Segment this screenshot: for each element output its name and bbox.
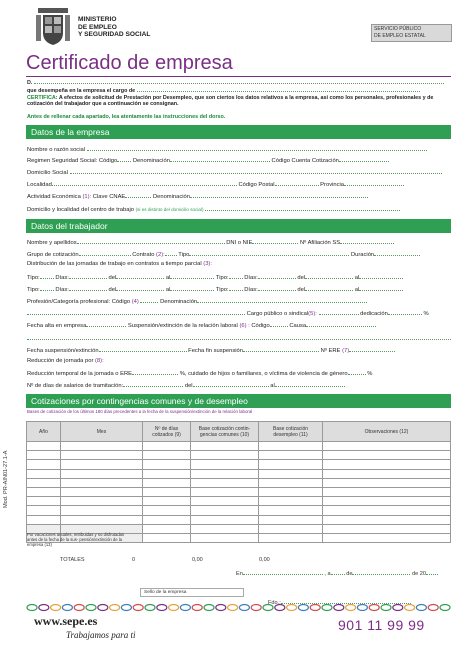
table-cell[interactable] bbox=[191, 469, 259, 478]
ministry-name: MINISTERIO DE EMPLEO Y SEGURIDAD SOCIAL bbox=[78, 16, 151, 39]
contrato-field[interactable] bbox=[165, 250, 177, 256]
table-cell[interactable] bbox=[143, 460, 191, 469]
empresa-regimen-row: Regimen Seguridad Social: Código Denominación Código Cuenta Cotización bbox=[27, 156, 451, 164]
total-base-comunes: 0,00 bbox=[192, 557, 203, 563]
fecha-suspension-row: Fecha suspensión/extinción Fecha fin suspensión Nº ERE (7) bbox=[27, 346, 451, 354]
profesion-row: Profesión/Categoría profesional: Código (4) Denominación bbox=[27, 297, 451, 305]
table-row bbox=[27, 451, 451, 460]
cargo-publico-row: Cargo público o sindical(5): dedicación % bbox=[27, 309, 451, 317]
table-cell[interactable] bbox=[27, 460, 61, 469]
table-cell[interactable] bbox=[143, 515, 191, 524]
dni-field[interactable] bbox=[252, 238, 298, 244]
chain-link bbox=[239, 605, 249, 611]
table-cell[interactable] bbox=[191, 442, 259, 451]
chain-link bbox=[86, 605, 96, 611]
salarios-dias-field[interactable] bbox=[123, 381, 183, 387]
table-cell[interactable] bbox=[27, 469, 61, 478]
chain-link bbox=[192, 605, 202, 611]
profesion-code-field[interactable] bbox=[140, 297, 158, 303]
salarios-del-field[interactable] bbox=[193, 381, 269, 387]
section-bar-empresa: Datos de la empresa bbox=[26, 125, 451, 139]
service-name-box: SERVICIO PÚBLICO DE EMPLEO ESTATAL bbox=[371, 24, 452, 42]
title-rule bbox=[26, 76, 451, 77]
table-cell[interactable] bbox=[259, 478, 323, 487]
chain-link bbox=[216, 605, 226, 611]
localidad-field[interactable] bbox=[52, 180, 237, 186]
table-cell[interactable] bbox=[191, 524, 259, 533]
table-row bbox=[27, 515, 451, 524]
chain-link bbox=[287, 605, 297, 611]
table-cell[interactable] bbox=[27, 487, 61, 496]
grupo-cotizacion-field[interactable] bbox=[79, 250, 131, 256]
chain-link bbox=[51, 605, 61, 611]
cargo-publico-field[interactable] bbox=[319, 309, 359, 315]
table-cell[interactable] bbox=[61, 497, 143, 506]
chain-link bbox=[275, 605, 285, 611]
col-header-base-comunes: Base cotización contin- gencias comunes (10) bbox=[191, 422, 259, 442]
ano-field[interactable] bbox=[426, 569, 438, 575]
chain-link bbox=[169, 605, 179, 611]
actividad-denominacion-field[interactable] bbox=[190, 192, 368, 198]
table-cell[interactable] bbox=[191, 451, 259, 460]
table-cell[interactable] bbox=[323, 451, 451, 460]
table-cell[interactable] bbox=[191, 515, 259, 524]
cargo-field[interactable] bbox=[137, 91, 420, 92]
cotizaciones-caption: Bases de cotización de los últimos 180 días precedentes a la fecha de la suspensión/extinción de la relación laboral bbox=[27, 409, 253, 414]
fecha-suspension-field[interactable] bbox=[99, 346, 187, 352]
table-cell[interactable] bbox=[191, 487, 259, 496]
table-cell[interactable] bbox=[27, 497, 61, 506]
table-cell[interactable] bbox=[259, 451, 323, 460]
chain-link bbox=[369, 605, 379, 611]
table-cell[interactable] bbox=[27, 451, 61, 460]
table-cell[interactable] bbox=[143, 497, 191, 506]
table-cell[interactable] bbox=[191, 460, 259, 469]
fecha-fin-field[interactable] bbox=[243, 346, 319, 352]
domicilio-social-field[interactable] bbox=[70, 168, 442, 174]
chain-link bbox=[110, 605, 120, 611]
chain-link bbox=[381, 605, 391, 611]
chain-link bbox=[180, 605, 190, 611]
fecha-alta-field[interactable] bbox=[86, 321, 126, 327]
table-cell[interactable] bbox=[61, 506, 143, 515]
table-cell[interactable] bbox=[191, 506, 259, 515]
empresa-centro-row: Domicilio y localidad del centro de trabajo (si es distinto del domicilio social) bbox=[27, 205, 451, 213]
jornada-row-2: Tipo: Días: del al Tipo: Días: del al bbox=[27, 285, 451, 293]
table-cell[interactable] bbox=[323, 515, 451, 524]
table-cell[interactable] bbox=[323, 460, 451, 469]
table-cell[interactable] bbox=[143, 533, 191, 542]
reduccion-row: Reducción de jornada por (8): bbox=[27, 358, 104, 364]
col-header-dias: Nº de días cotizados (9) bbox=[143, 422, 191, 442]
table-cell[interactable] bbox=[27, 506, 61, 515]
jornada-row-1: Tipo: Días: del al Tipo: Días: del al bbox=[27, 273, 451, 281]
table-cell[interactable] bbox=[259, 506, 323, 515]
table-cell[interactable] bbox=[143, 469, 191, 478]
table-row bbox=[27, 460, 451, 469]
chain-link bbox=[440, 605, 450, 611]
table-cell[interactable] bbox=[61, 515, 143, 524]
empresa-actividad-row: Actividad Económica (1): Clave CNAE Denominación bbox=[27, 192, 451, 200]
table-cell[interactable] bbox=[143, 506, 191, 515]
chain-link bbox=[428, 605, 438, 611]
website-link[interactable]: www.sepe.es bbox=[34, 614, 98, 628]
regimen-code-field[interactable] bbox=[117, 156, 131, 162]
regimen-denominacion-field[interactable] bbox=[170, 156, 270, 162]
table-cell[interactable] bbox=[259, 469, 323, 478]
mes-field[interactable] bbox=[352, 569, 410, 575]
table-cell[interactable] bbox=[259, 487, 323, 496]
total-base-desempleo: 0,00 bbox=[259, 557, 270, 563]
vacaciones-note: Por vacaciones anuales, retribuidas y no disfrutadas antes de la fecha de la sus- pensión/extinción de la empresa (13) bbox=[27, 532, 125, 547]
col-header-ano: Año bbox=[27, 422, 61, 442]
table-cell[interactable] bbox=[323, 497, 451, 506]
reduccion-ere-field[interactable] bbox=[132, 369, 178, 375]
dedicacion-field[interactable] bbox=[388, 309, 422, 315]
salarios-al-field[interactable] bbox=[275, 381, 345, 387]
firma-fdo: Fdo.: bbox=[268, 598, 411, 606]
suspension-causa-field[interactable] bbox=[306, 321, 376, 327]
fecha-alta-row: Fecha alta en empresa Suspensión/extinción de la relación laboral (6) : Código Causa bbox=[27, 321, 451, 329]
table-row bbox=[27, 497, 451, 506]
trabajador-nombre-field[interactable] bbox=[77, 238, 225, 244]
section-bar-trabajador: Datos del trabajador bbox=[26, 219, 451, 233]
sello-empresa-box: Sello de la empresa bbox=[140, 588, 244, 597]
chain-link bbox=[98, 605, 108, 611]
table-row bbox=[27, 442, 451, 451]
slogan: Trabajamos para ti bbox=[66, 630, 136, 640]
table-cell[interactable] bbox=[323, 487, 451, 496]
section-bar-cotizaciones: Cotizaciones por contingencias comunes y de desempleo bbox=[26, 394, 451, 408]
empresa-nombre-row: Nombre o razón social bbox=[27, 145, 451, 153]
table-cell[interactable] bbox=[61, 442, 143, 451]
distribucion-row: Distribución de las jornadas de trabajo en contratos a tiempo parcial (3): bbox=[27, 261, 212, 267]
afiliacion-field[interactable] bbox=[340, 238, 394, 244]
chain-link bbox=[357, 605, 367, 611]
col-header-observaciones: Observaciones (12) bbox=[323, 422, 451, 442]
table-cell[interactable] bbox=[61, 460, 143, 469]
table-cell[interactable] bbox=[61, 469, 143, 478]
chain-link bbox=[298, 605, 308, 611]
chain-link bbox=[39, 605, 49, 611]
table-cell[interactable] bbox=[259, 497, 323, 506]
table-cell[interactable] bbox=[259, 442, 323, 451]
clave-cnae-field[interactable] bbox=[125, 192, 151, 198]
firma-lugar-fecha: En , a de de 20 bbox=[236, 569, 438, 577]
chain-link bbox=[322, 605, 332, 611]
table-row bbox=[27, 478, 451, 487]
empresa-nombre-field[interactable] bbox=[87, 145, 427, 151]
empresa-domicilio-row: Domicilio Social bbox=[27, 168, 451, 176]
reduccion-ere-row: Reducción temporal de la jornada o ERE %, cuidado de hijos o familiares, o víctima de violencia de género % bbox=[27, 371, 373, 377]
empresa-localidad-row: Localidad Código Postal Provincia bbox=[27, 180, 451, 188]
totales-label: TOTALES bbox=[60, 557, 85, 563]
profesion-denominacion-field[interactable] bbox=[197, 297, 367, 303]
chain-link bbox=[145, 605, 155, 611]
blank-line-row bbox=[27, 334, 451, 342]
chain-link bbox=[393, 605, 403, 611]
col-header-base-desempleo: Base cotización desempleo (11) bbox=[259, 422, 323, 442]
duracion-field[interactable] bbox=[374, 250, 420, 256]
codigo-postal-field[interactable] bbox=[275, 180, 319, 186]
chain-link bbox=[228, 605, 238, 611]
lugar-field[interactable] bbox=[243, 569, 323, 575]
table-cell[interactable] bbox=[27, 515, 61, 524]
table-cell[interactable] bbox=[61, 487, 143, 496]
certifica-intro: que desempeña en la empresa el cargo de CERTIFICA: A efectos de solicitud de Prestación por Desempleo, que son ciertos los datos relativos a la empresa, así como los personales, profesionales y de cotización del trabajador que a continuación se consignan. bbox=[27, 88, 434, 108]
table-cell[interactable] bbox=[259, 515, 323, 524]
d-name-field[interactable] bbox=[34, 83, 444, 84]
chain-link bbox=[416, 605, 426, 611]
table-cell[interactable] bbox=[143, 487, 191, 496]
chain-link bbox=[133, 605, 143, 611]
chain-link bbox=[204, 605, 214, 611]
chain-link bbox=[74, 605, 84, 611]
table-cell[interactable] bbox=[323, 524, 451, 533]
trabajador-grupo-row: Grupo de cotización Contrato (2): Tipo Duración bbox=[27, 250, 451, 258]
table-header-row bbox=[27, 422, 451, 442]
table-cell[interactable] bbox=[27, 442, 61, 451]
table-cell[interactable] bbox=[61, 451, 143, 460]
chain-link bbox=[263, 605, 273, 611]
decorative-chain-icon bbox=[26, 603, 454, 612]
chain-link bbox=[346, 605, 356, 611]
table-row bbox=[27, 487, 451, 496]
coat-of-arms-icon bbox=[34, 6, 72, 48]
table-row bbox=[27, 469, 451, 478]
col-header-mes: Mes bbox=[61, 422, 143, 442]
chain-link bbox=[27, 605, 37, 611]
ere-field[interactable] bbox=[349, 346, 395, 352]
total-dias: 0 bbox=[132, 557, 136, 563]
table-cell[interactable] bbox=[191, 478, 259, 487]
table-cell[interactable] bbox=[323, 469, 451, 478]
table-cell[interactable] bbox=[323, 478, 451, 487]
contrato-tipo-field[interactable] bbox=[189, 250, 349, 256]
phone-number: 901 11 99 99 bbox=[338, 617, 425, 633]
reduccion-cuidado-field[interactable] bbox=[348, 369, 366, 375]
chain-link bbox=[251, 605, 261, 611]
table-cell[interactable] bbox=[323, 442, 451, 451]
chain-link bbox=[334, 605, 344, 611]
chain-link bbox=[310, 605, 320, 611]
table-cell[interactable] bbox=[143, 451, 191, 460]
suspension-codigo-field[interactable] bbox=[270, 321, 288, 327]
instructions-note: Antes de rellenar cada apartado, lea atentamente las instrucciones del dorso. bbox=[27, 114, 226, 120]
table-cell[interactable] bbox=[143, 524, 191, 533]
chain-link bbox=[157, 605, 167, 611]
table-cell[interactable] bbox=[191, 497, 259, 506]
table-cell[interactable] bbox=[323, 533, 451, 542]
table-cell[interactable] bbox=[259, 524, 323, 533]
codigo-cuenta-field[interactable] bbox=[339, 156, 389, 162]
dia-field[interactable] bbox=[331, 569, 345, 575]
table-cell[interactable] bbox=[61, 478, 143, 487]
table-cell[interactable] bbox=[259, 533, 323, 542]
table-cell[interactable] bbox=[143, 478, 191, 487]
page-title: Certificado de empresa bbox=[26, 52, 233, 74]
table-cell[interactable] bbox=[191, 533, 259, 542]
table-row bbox=[27, 506, 451, 515]
table-cell[interactable] bbox=[323, 506, 451, 515]
chain-link bbox=[121, 605, 131, 611]
cotizaciones-table bbox=[26, 421, 451, 543]
centro-trabajo-field[interactable] bbox=[205, 205, 400, 211]
table-cell[interactable] bbox=[259, 460, 323, 469]
table-cell[interactable] bbox=[143, 442, 191, 451]
provincia-field[interactable] bbox=[344, 180, 404, 186]
salarios-row: Nº de días de salarios de tramitación: del al bbox=[27, 381, 451, 389]
trabajador-nombre-row: Nombre y apellidos DNI o NIE Nº Afiliación SS bbox=[27, 238, 451, 246]
chain-link bbox=[62, 605, 72, 611]
chain-link bbox=[405, 605, 415, 611]
d-line: D. bbox=[27, 80, 451, 86]
model-code: Mod. PR-AIN01-27.1-A bbox=[3, 450, 9, 508]
table-cell[interactable] bbox=[27, 478, 61, 487]
